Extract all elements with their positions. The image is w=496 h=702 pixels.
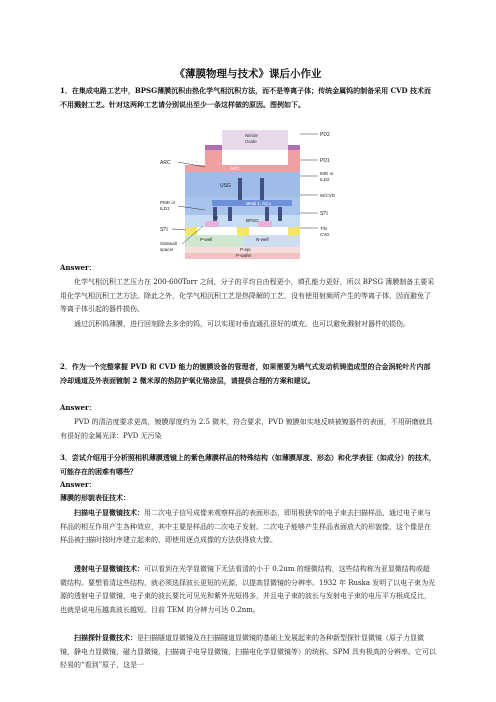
svg-text:STI: STI (160, 227, 168, 233)
answer-2-paragraph: PVD 的清洁度要求更高，镀膜厚度约为 2.5 微米，符合要求，PVD 镀膜如实地反映被镀器件的表面，不用研磨就具有很好的金属光泽：PVD 无污染 (60, 418, 433, 440)
svg-text:Sidewall: Sidewall (160, 241, 177, 246)
answer-label-1: Answer： (60, 263, 96, 272)
w-plug-2 (228, 207, 232, 221)
svg-text:STI: STI (320, 211, 328, 217)
question-1: 1．在集成电路工艺中，BPSG薄膜沉积由热化学气相沉积方法，而不是等离子体；传统金属钨的制备采用 CVD 技术而不用溅射工艺。针对这两种工艺请分别说出至少一条这样做的原因。图例如下。 (60, 86, 432, 109)
gate-right (258, 221, 272, 227)
svg-text:IMD or: IMD or (320, 171, 334, 176)
svg-text:spacer: spacer (160, 247, 174, 252)
svg-text:USG: USG (220, 183, 231, 189)
svg-text:P-wafer: P-wafer (236, 253, 252, 258)
svg-text:BPSG: BPSG (246, 218, 259, 223)
svg-text:ILD2: ILD2 (320, 177, 330, 182)
usg-layer (185, 172, 300, 197)
svg-text:N-well: N-well (256, 237, 269, 242)
sem-paragraph (60, 506, 436, 548)
sti-left (185, 227, 197, 235)
sem-label: 扫描电子显微镜技术： (74, 508, 144, 517)
svg-text:CVD: CVD (320, 232, 330, 237)
answer-1-paragraph-1: 化学气相沉积工艺压力在 200-600Torr 之间，分子的平均自由程更小，填孔能力更好，所以 BPSG 薄膜制备主要采用化学气相沉积工艺方法。除此之外，化学气相沉积工艺是热降解的工艺，没有使用射频所产生的等离子体，因而避免了等离子体引起的器件损伤。 (60, 278, 435, 313)
passivation-layer (185, 150, 300, 172)
question-2: 2．作为一个完整掌握 PVD 和 CVD 能力的镀膜设备的管理者，如果需要为喷气式发动机铸造成型的合金涡轮叶片内部冷却通道及外表面镀制 2 微米厚的热防护氧化铬涂层，请提供合理的方案和建议。 (60, 362, 431, 385)
svg-text:ARC: ARC (230, 166, 240, 171)
svg-text:TiN: TiN (320, 226, 327, 231)
spm-paragraph (60, 631, 436, 673)
tem-label: 透射电子显微镜技术： (74, 564, 144, 573)
sem-text: 用二次电子信号成像来观察样品的表面形态，即用极狭窄的电子束去扫描样品，通过电子束与样品的相互作用产生各种效应，其中主要是样品的二次电子发射。二次电子能够产生样品表面放大的形貌像，这个像是在样品被扫描时按时序建立起来的，即使用逐点成像的方法获得放大像。 (60, 509, 431, 544)
answer-label-3: Answer： (60, 480, 96, 489)
svg-text:ARC: ARC (160, 160, 171, 166)
svg-text:PMD or: PMD or (160, 200, 176, 205)
gate-left (205, 221, 219, 227)
svg-text:P-well: P-well (200, 237, 213, 242)
morphology-heading: 薄膜的形貌表征技术： (60, 493, 130, 502)
question-3: 3．尝试介绍用于分析照相机薄膜透镜上的紫色薄膜样品的特殊结构（如薄膜厚度、形态）和化学表征（如成分）的技术，可能存在的困难有哪些？ (60, 453, 436, 476)
svg-text:ILD1: ILD1 (160, 206, 170, 211)
tem-paragraph (60, 562, 436, 617)
w-via-2 (260, 178, 264, 200)
w-plug-4 (278, 207, 282, 221)
p-well-layer (185, 235, 243, 247)
w-via-1 (238, 178, 242, 200)
answer-label-2: Answer： (60, 403, 96, 412)
sti-mid (237, 227, 249, 235)
sti-right (288, 227, 300, 235)
svg-text:Oxide: Oxide (245, 139, 257, 144)
svg-text:W/CVD: W/CVD (320, 193, 335, 198)
svg-text:W: W (214, 215, 219, 220)
w-plug-3 (265, 207, 269, 221)
document-title: 《薄膜物理与技术》课后小作业 (174, 68, 322, 80)
svg-text:Nitride: Nitride (245, 133, 259, 138)
svg-text:P-epi: P-epi (240, 247, 251, 252)
bpsg-layer (185, 215, 300, 227)
tem-text: 可以看到在光学显微镜下无法看清的小于 0.2um 的细微结构，这些结构称为亚显微结构或超微结构。要想看清这些结构，就必须选择波长更短的光源，以提高显微镜的分辨率。1932 年 Ruska 发明了以电子束为光源的透射电子显微镜，电子束的波长要比可见光和紫外光短得多，并且电子束的波长与发射电子束的电压平方根成反比，也就是说电压越高波长越短。目前 TEM 的分辨力可达 0.2nm。 (60, 565, 436, 614)
n-well-layer (243, 235, 300, 247)
svg-text:Metal 1, AlCu: Metal 1, AlCu (246, 201, 271, 206)
svg-text:PD1: PD1 (320, 158, 330, 164)
answer-1-paragraph-2: 通过沉积钨薄膜，进行回刻除去多余的钨，可以实现对垂直通孔很好的填充。也可以避免溅射对器件的损伤。 (74, 320, 410, 328)
svg-text:PD2: PD2 (320, 132, 330, 138)
spm-text: 是扫描隧道显微镜及在扫描隧道显微镜的基础上发展起来的各种新型探针显微镜（原子力显微镜，静电力显微镜，磁力显微镜，扫描离子电导显微镜，扫描电化学显微镜等）的统称。SPM 具有极高的分辨率。它可以轻易的“看到”原子，这是一 (60, 634, 436, 669)
spm-label: 扫描探针显微技术： (74, 633, 137, 642)
